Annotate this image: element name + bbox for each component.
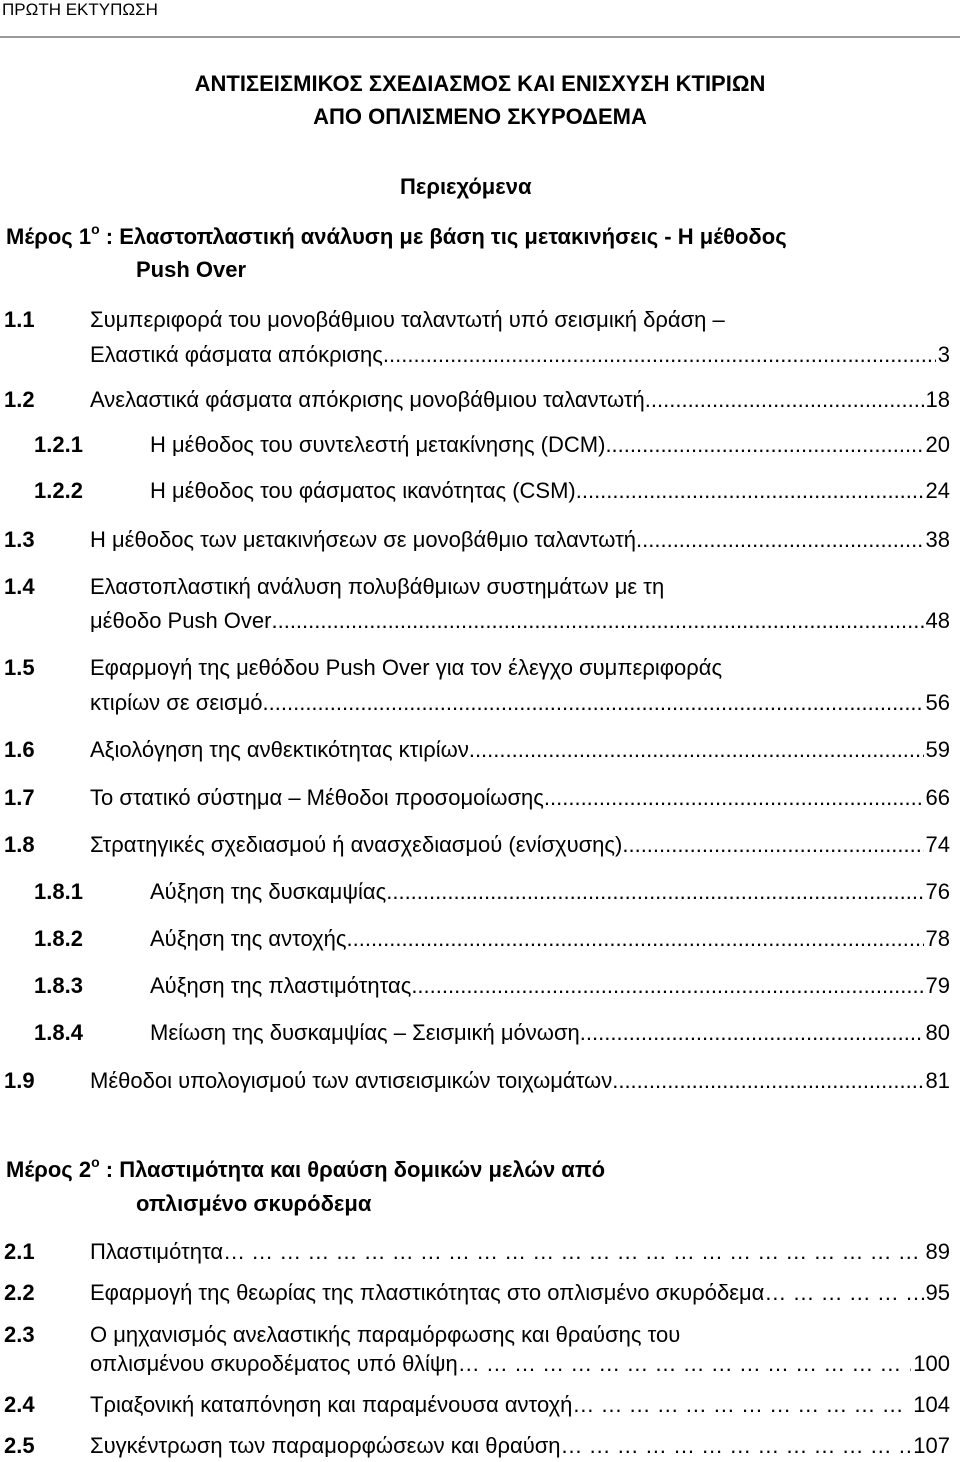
dot-leader	[605, 431, 923, 459]
dot-leader	[622, 831, 923, 859]
toc-entry-1-8[interactable]	[0, 831, 950, 859]
toc-entry-1-1-line-1[interactable]	[0, 306, 950, 334]
dot-leader	[764, 1279, 923, 1307]
part-1-heading	[6, 220, 787, 250]
toc-page-number: 38	[925, 527, 950, 552]
toc-number: 1.4	[4, 574, 35, 599]
toc-entry-1-5-line-1[interactable]	[0, 654, 950, 682]
dot-leader	[612, 1067, 923, 1095]
toc-entry-1-1[interactable]	[0, 341, 950, 369]
toc-page-number: 76	[925, 879, 950, 904]
running-header: ΠΡΩΤΗ ΕΚΤΥΠΩΣΗ	[2, 0, 158, 19]
toc-title: Συγκέντρωση των παραμορφώσεων και θραύση	[90, 1433, 561, 1458]
toc-number: 1.8.2	[34, 926, 83, 951]
dot-leader	[347, 925, 924, 953]
dot-leader	[411, 972, 923, 1000]
toc-number: 1.3	[4, 527, 35, 552]
toc-page-number: 66	[925, 785, 950, 810]
toc-entry-1-8-2[interactable]	[0, 925, 950, 953]
toc-page-number: 3	[937, 342, 950, 367]
toc-page-number: 100	[913, 1351, 950, 1376]
toc-number: 2.2	[4, 1280, 35, 1305]
dot-leader	[223, 1238, 923, 1266]
toc-page-number: 107	[913, 1433, 950, 1458]
toc-title: Αύξηση της δυσκαμψίας	[150, 879, 387, 904]
toc-title-line-1: Συμπεριφορά του μονοβάθμιου ταλαντωτή υπό σεισμική δράση –	[90, 307, 725, 332]
toc-number: 2.5	[4, 1433, 35, 1458]
toc-title-line-1: Εφαρμογή της μεθόδου Push Over για τον έλεγχο συμπεριφοράς	[90, 655, 723, 680]
dot-leader	[645, 386, 924, 414]
part-1-title-line-2: Push Over	[136, 257, 247, 282]
toc-title: Ελαστικά φάσματα απόκρισης	[90, 342, 383, 367]
toc-title: μέθοδο Push Over	[90, 608, 272, 633]
toc-page-number: 89	[925, 1239, 950, 1264]
part-1-title-line-1: : Ελαστοπλαστική ανάλυση με βάση τις μετακινήσεις - Η μέθοδος	[99, 224, 787, 249]
toc-number: 2.4	[4, 1392, 35, 1417]
part-1-prefix: Μέρος 1	[6, 224, 92, 249]
toc-entry-1-4[interactable]	[0, 607, 950, 635]
toc-title: Εφαρμογή της θεωρίας της πλαστικότητας στο οπλισμένο σκυρόδεμα	[90, 1280, 765, 1305]
toc-title: Αξιολόγηση της ανθεκτικότητας κτιρίων	[90, 737, 469, 762]
dot-leader	[458, 1350, 912, 1378]
toc-entry-1-8-1[interactable]	[0, 878, 950, 906]
toc-entry-1-9[interactable]	[0, 1067, 950, 1095]
part-2-title-line-2: οπλισμένο σκυρόδεμα	[136, 1191, 372, 1216]
toc-entry-1-2-1[interactable]	[0, 431, 950, 459]
toc-number: 2.1	[4, 1239, 35, 1264]
toc-title-line-1: Ο μηχανισμός ανελαστικής παραμόρφωσης και θραύσης του	[90, 1322, 681, 1347]
dot-leader	[469, 736, 924, 764]
toc-title: Το στατικό σύστημα – Μέθοδοι προσομοίωσης	[90, 785, 544, 810]
dot-leader	[383, 341, 936, 369]
document-title-line-1: ΑΝΤΙΣΕΙΣΜΙΚΟΣ ΣΧΕΔΙΑΣΜΟΣ ΚΑΙ ΕΝΙΣΧΥΣΗ ΚΤΙΡΙΩΝ	[194, 71, 766, 96]
toc-entry-1-3[interactable]	[0, 526, 950, 554]
dot-leader	[580, 1019, 924, 1047]
toc-entry-1-2-2[interactable]	[0, 477, 950, 505]
toc-page-number: 56	[925, 690, 950, 715]
contents-heading: Περιεχόμενα	[400, 174, 532, 199]
toc-page-number: 80	[925, 1020, 950, 1045]
part-2-prefix: Μέρος 2	[6, 1157, 92, 1182]
toc-entry-1-8-3[interactable]	[0, 972, 950, 1000]
toc-title: Ανελαστικά φάσματα απόκρισης μονοβάθμιου ταλαντωτή	[90, 387, 645, 412]
toc-title-line-1: Ελαστοπλαστική ανάλυση πολυβάθμιων συστημάτων με τη	[90, 574, 665, 599]
toc-title: Η μέθοδος του συντελεστή μετακίνησης (DCM)	[150, 432, 606, 457]
toc-number: 1.9	[4, 1068, 35, 1093]
toc-title: Μείωση της δυσκαμψίας – Σεισμική μόνωση	[150, 1020, 580, 1045]
dot-leader	[544, 784, 924, 812]
part-2-ordinal: ο	[91, 1153, 100, 1170]
toc-number: 1.2.1	[34, 432, 83, 457]
toc-entry-2-1[interactable]	[0, 1238, 950, 1266]
toc-number: 1.1	[4, 307, 35, 332]
part-2-heading	[6, 1153, 606, 1183]
toc-title: Αύξηση της αντοχής	[150, 926, 347, 951]
toc-number: 1.2	[4, 387, 35, 412]
toc-entry-1-6[interactable]	[0, 736, 950, 764]
toc-page-number: 59	[925, 737, 950, 762]
toc-entry-2-3[interactable]	[0, 1350, 950, 1378]
part-2-title-line-1: : Πλαστιμότητα και θραύση δομικών μελών από	[99, 1157, 606, 1182]
toc-entry-1-7[interactable]	[0, 784, 950, 812]
toc-page-number: 81	[925, 1068, 950, 1093]
toc-entry-2-4[interactable]	[0, 1391, 950, 1419]
toc-page-number: 104	[913, 1392, 950, 1417]
toc-title: Η μέθοδος του φάσματος ικανότητας (CSM)	[150, 478, 576, 503]
toc-number: 1.7	[4, 785, 35, 810]
toc-title: Τριαξονική καταπόνηση και παραμένουσα αντοχή	[90, 1392, 573, 1417]
toc-page-number: 95	[925, 1280, 950, 1305]
toc-page-number: 74	[925, 832, 950, 857]
toc-entry-1-2[interactable]	[0, 386, 950, 414]
dot-leader	[636, 526, 924, 554]
toc-number: 2.3	[4, 1322, 35, 1347]
document-title-line-2: ΑΠΟ ΟΠΛΙΣΜΕΝΟ ΣΚΥΡΟΔΕΜΑ	[313, 104, 647, 129]
dot-leader	[271, 607, 923, 635]
toc-number: 1.2.2	[34, 478, 83, 503]
toc-page-number: 48	[925, 608, 950, 633]
toc-number: 1.6	[4, 737, 35, 762]
toc-entry-1-8-4[interactable]	[0, 1019, 950, 1047]
toc-number: 1.8.1	[34, 879, 83, 904]
toc-title: Πλαστιμότητα	[90, 1239, 224, 1264]
dot-leader	[561, 1432, 912, 1460]
dot-leader	[263, 689, 924, 717]
toc-title: οπλισμένου σκυροδέματος υπό θλίψη	[90, 1351, 458, 1376]
dot-leader	[386, 878, 923, 906]
toc-page-number: 79	[925, 973, 950, 998]
part-1-ordinal: ο	[91, 220, 100, 237]
toc-title: Αύξηση της πλαστιμότητας	[150, 973, 412, 998]
header-divider	[0, 36, 960, 38]
toc-entry-2-2[interactable]	[0, 1279, 950, 1307]
toc-entry-2-3-line-1[interactable]	[0, 1321, 950, 1349]
toc-title: Μέθοδοι υπολογισμού των αντισεισμικών τοιχωμάτων	[90, 1068, 613, 1093]
toc-number: 1.8.3	[34, 973, 83, 998]
toc-number: 1.5	[4, 655, 35, 680]
toc-entry-1-4-line-1[interactable]	[0, 573, 950, 601]
dot-leader	[572, 1391, 911, 1419]
dot-leader	[576, 477, 924, 505]
toc-page-number: 24	[925, 478, 950, 503]
toc-page-number: 20	[925, 432, 950, 457]
toc-title: κτιρίων σε σεισμό	[90, 690, 263, 715]
toc-number: 1.8.4	[34, 1020, 83, 1045]
toc-entry-2-5[interactable]	[0, 1432, 950, 1460]
toc-page-number: 18	[925, 387, 950, 412]
toc-number: 1.8	[4, 832, 35, 857]
toc-title: Η μέθοδος των μετακινήσεων σε μονοβάθμιο ταλαντωτή	[90, 527, 637, 552]
toc-title: Στρατηγικές σχεδιασμού ή ανασχεδιασμού (ενίσχυσης)	[90, 832, 623, 857]
toc-page-number: 78	[925, 926, 950, 951]
toc-entry-1-5[interactable]	[0, 689, 950, 717]
